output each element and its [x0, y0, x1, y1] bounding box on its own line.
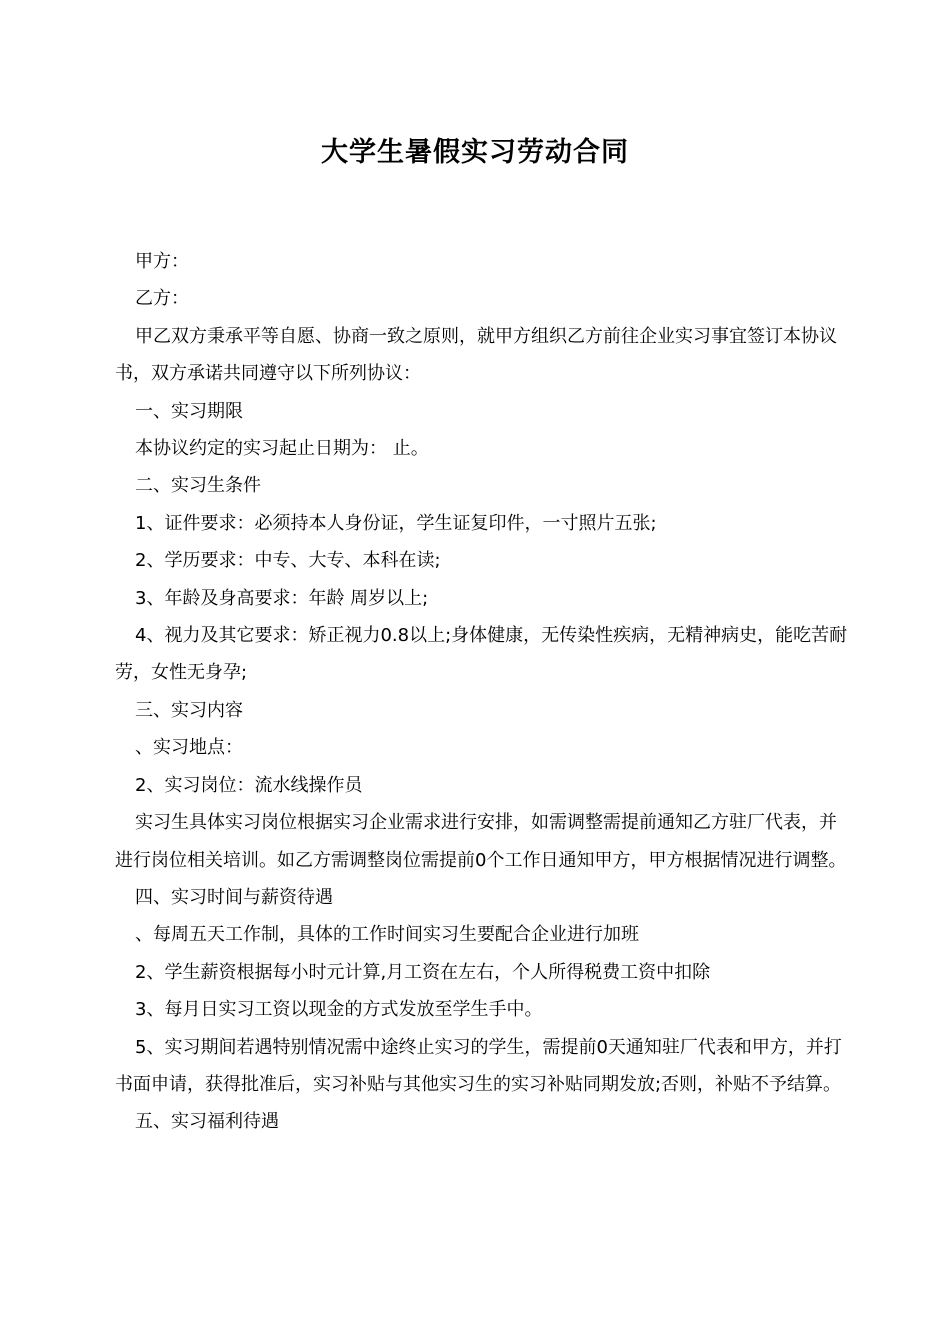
- party-a-line: 甲方：: [135, 251, 189, 272]
- section-heading-conditions: 二、实习生条件: [135, 475, 261, 497]
- condition-item-3: 3、年龄及身高要求：年龄 周岁以上;: [135, 587, 429, 609]
- salary-item-2: 2、学生薪资根据每小时元计算,月工资在左右，个人所得税费工资中扣除: [135, 961, 711, 983]
- salary-item-3: 3、每月日实习工资以现金的方式发放至学生手中。: [135, 999, 543, 1021]
- salary-item-5: 5、实习期间若遇特别情况需中途终止实习的学生，需提前0天通知驻厂代表和甲方，并打书面申请，获得批准后，实习补贴与其他实习生的实习补贴同期发放;否则，补贴不予结算。: [115, 1036, 842, 1095]
- condition-item-2: 2、学历要求：中专、大专、本科在读;: [135, 550, 441, 572]
- section-heading-content: 三、实习内容: [135, 699, 243, 721]
- term-paragraph: 本协议约定的实习起止日期为： 止。: [135, 438, 429, 460]
- content-item-position: 2、实习岗位：流水线操作员: [135, 774, 363, 796]
- content-item-location: 、实习地点：: [135, 737, 243, 759]
- condition-item-4: 4、视力及其它要求：矫正视力0.8以上;身体健康，无传染性疾病，无精神病史，能吃苦耐劳，女性无身孕;: [115, 625, 848, 684]
- section-heading-salary: 四、实习时间与薪资待遇: [135, 886, 333, 908]
- document-title: 大学生暑假实习劳动合同: [321, 137, 629, 168]
- condition-item-1: 1、证件要求：必须持本人身份证，学生证复印件，一寸照片五张;: [135, 512, 657, 534]
- content-paragraph: 实习生具体实习岗位根据实习企业需求进行安排，如需调整需提前通知乙方驻厂代表，并进行岗位相关培训。如乙方需调整岗位需提前0个工作日通知甲方，甲方根据情况进行调整。: [115, 812, 847, 871]
- document-body: [115, 243, 850, 1141]
- section-heading-term: 一、实习期限: [135, 400, 243, 422]
- party-b-line: 乙方：: [135, 288, 189, 310]
- section-heading-benefits: 五、实习福利待遇: [135, 1111, 279, 1133]
- salary-item-1: 、每周五天工作制，具体的工作时间实习生要配合企业进行加班: [135, 924, 639, 946]
- preamble-paragraph: 甲乙双方秉承平等自愿、协商一致之原则，就甲方组织乙方前往企业实习事宜签订本协议书，双方承诺共同遵守以下所列协议：: [115, 325, 837, 385]
